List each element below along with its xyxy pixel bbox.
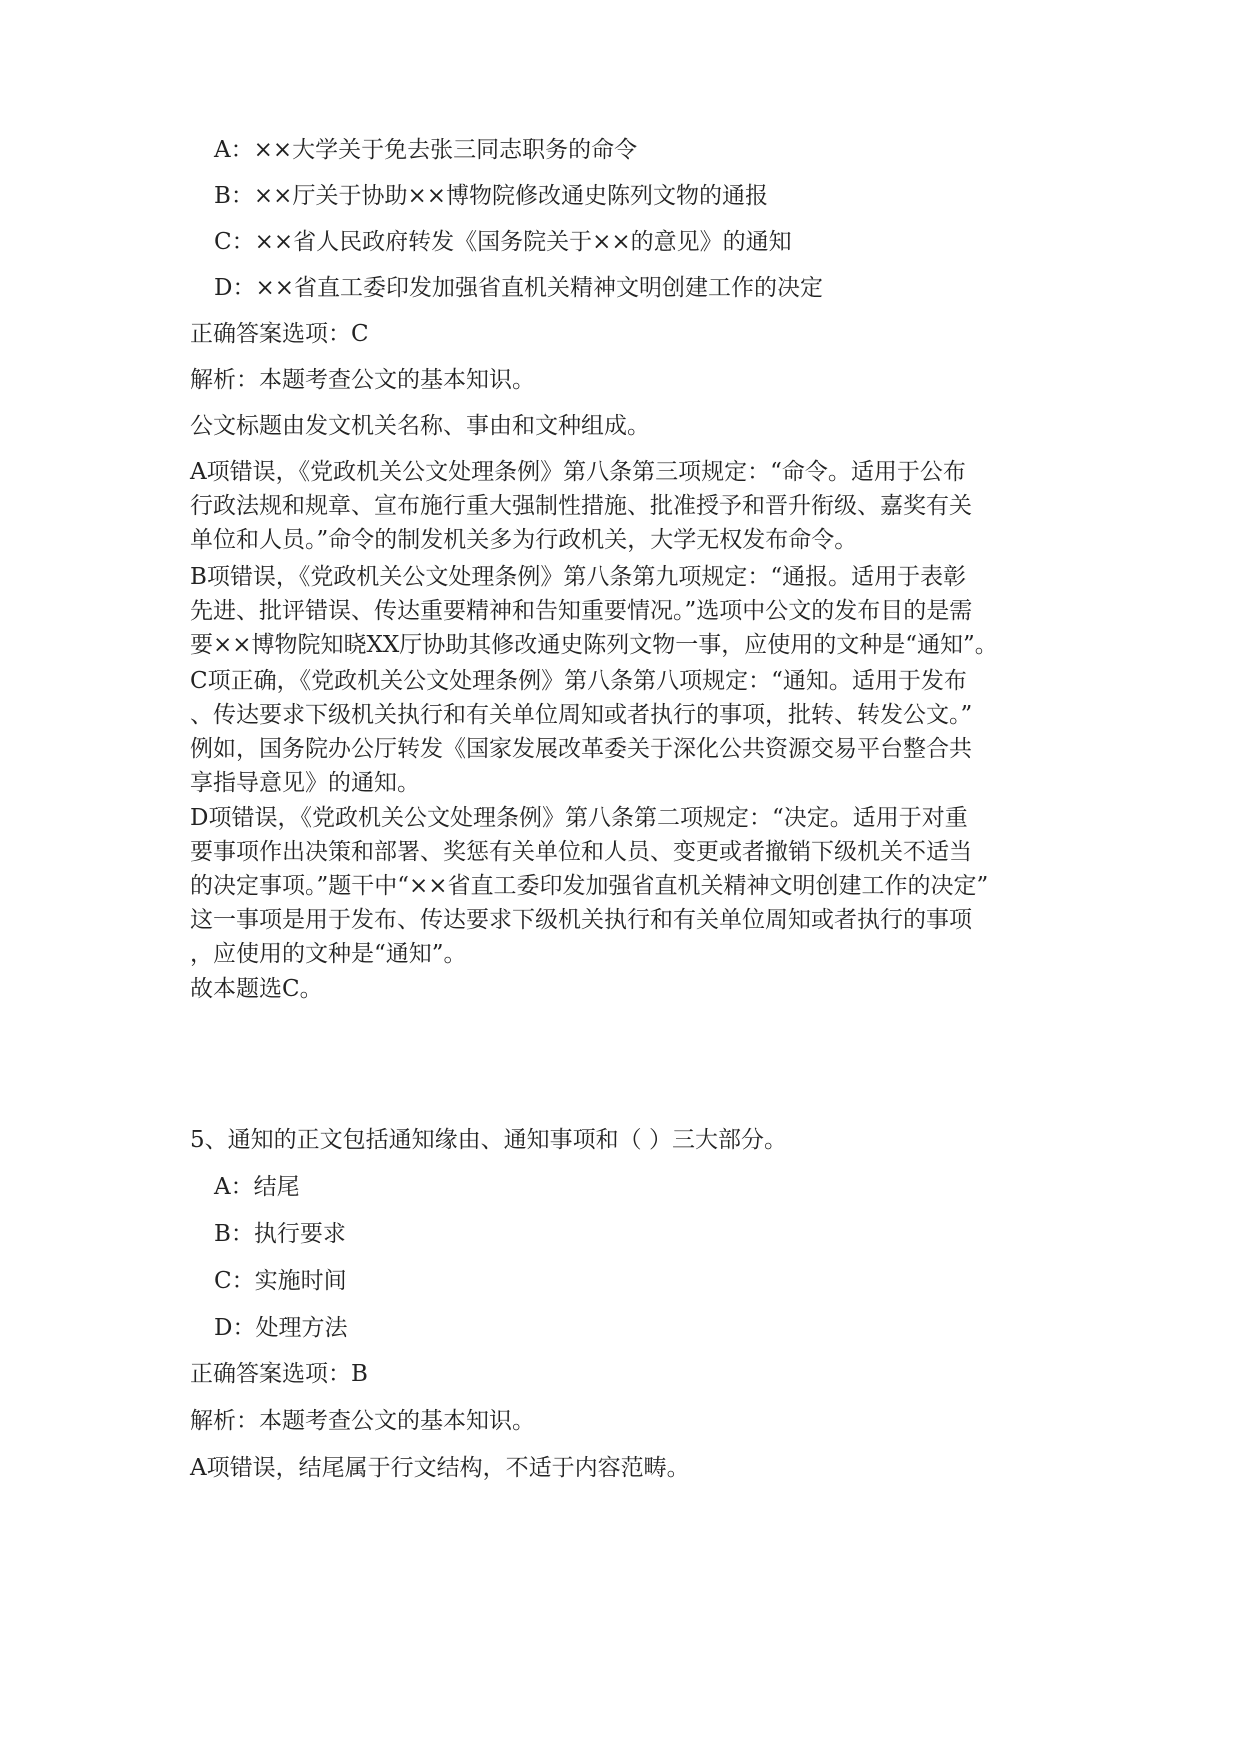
q4-paragraph-b bbox=[190, 560, 1050, 662]
q4-paragraph-c bbox=[190, 664, 1050, 800]
q5-question: 5、通知的正文包括通知缘由、通知事项和（ ）三大部分。 bbox=[190, 1127, 787, 1153]
q4-option-a: A：××大学关于免去张三同志职务的命令 bbox=[214, 137, 638, 163]
q4-paragraph-c-line: 例如，国务院办公厅转发《国家发展改革委关于深化公共资源交易平台整合共 bbox=[190, 736, 972, 762]
q5-option-b: B：执行要求 bbox=[214, 1221, 346, 1247]
q4-option-c: C：××省人民政府转发《国务院关于××的意见》的通知 bbox=[214, 229, 792, 255]
q5-analysis: 解析：本题考查公文的基本知识。 bbox=[190, 1408, 535, 1434]
q4-answer: 正确答案选项：C bbox=[190, 321, 369, 347]
q5-answer: 正确答案选项：B bbox=[190, 1361, 368, 1387]
q4-note: 公文标题由发文机关名称、事由和文种组成。 bbox=[190, 413, 650, 439]
q4-conclusion: 故本题选C。 bbox=[190, 976, 323, 1002]
q4-paragraph-b-line: B项错误，《党政机关公文处理条例》第八条第九项规定：“通报。适用于表彰 bbox=[190, 564, 967, 590]
q4-paragraph-d bbox=[190, 801, 1050, 971]
q4-paragraph-a bbox=[190, 455, 1050, 557]
q4-paragraph-a-line: 单位和人员。”命令的制发机关多为行政机关，大学无权发布命令。 bbox=[190, 527, 858, 553]
q4-paragraph-c-line: 、传达要求下级机关执行和有关单位周知或者执行的事项，批转、转发公文。” bbox=[190, 702, 973, 728]
q4-paragraph-d-line: ，应使用的文种是“通知”。 bbox=[190, 941, 467, 967]
q4-option-d: D：××省直工委印发加强省直机关精神文明创建工作的决定 bbox=[214, 275, 823, 301]
q4-paragraph-d-line: 的决定事项。”题干中“××省直工委印发加强省直机关精神文明创建工作的决定” bbox=[190, 873, 989, 899]
q4-option-b: B：××厅关于协助××博物院修改通史陈列文物的通报 bbox=[214, 183, 768, 209]
q4-paragraph-b-line: 先进、批评错误、传达重要精神和告知重要情况。”选项中公文的发布目的是需 bbox=[190, 598, 973, 624]
q5-paragraph-a: A项错误，结尾属于行文结构，不适于内容范畴。 bbox=[190, 1455, 690, 1481]
q5-option-d: D：处理方法 bbox=[214, 1315, 348, 1341]
q4-paragraph-d-line: 这一事项是用于发布、传达要求下级机关执行和有关单位周知或者执行的事项 bbox=[190, 907, 972, 933]
q4-analysis: 解析：本题考查公文的基本知识。 bbox=[190, 367, 535, 393]
q4-paragraph-b-line: 要××博物院知晓XX厅协助其修改通史陈列文物一事，应使用的文种是“通知”。 bbox=[190, 632, 998, 658]
q4-paragraph-a-line: A项错误，《党政机关公文处理条例》第八条第三项规定：“命令。适用于公布 bbox=[190, 459, 966, 485]
q5-option-c: C：实施时间 bbox=[214, 1268, 347, 1294]
q5-option-a: A：结尾 bbox=[214, 1174, 300, 1200]
q4-paragraph-c-line: 享指导意见》的通知。 bbox=[190, 770, 420, 796]
q4-paragraph-a-line: 行政法规和规章、宣布施行重大强制性措施、批准授予和晋升衔级、嘉奖有关 bbox=[190, 493, 972, 519]
q4-paragraph-d-line: D项错误，《党政机关公文处理条例》第八条第二项规定：“决定。适用于对重 bbox=[190, 805, 968, 831]
q4-paragraph-d-line: 要事项作出决策和部署、奖惩有关单位和人员、变更或者撤销下级机关不适当 bbox=[190, 839, 972, 865]
q4-paragraph-c-line: C项正确，《党政机关公文处理条例》第八条第八项规定：“通知。适用于发布 bbox=[190, 668, 967, 694]
